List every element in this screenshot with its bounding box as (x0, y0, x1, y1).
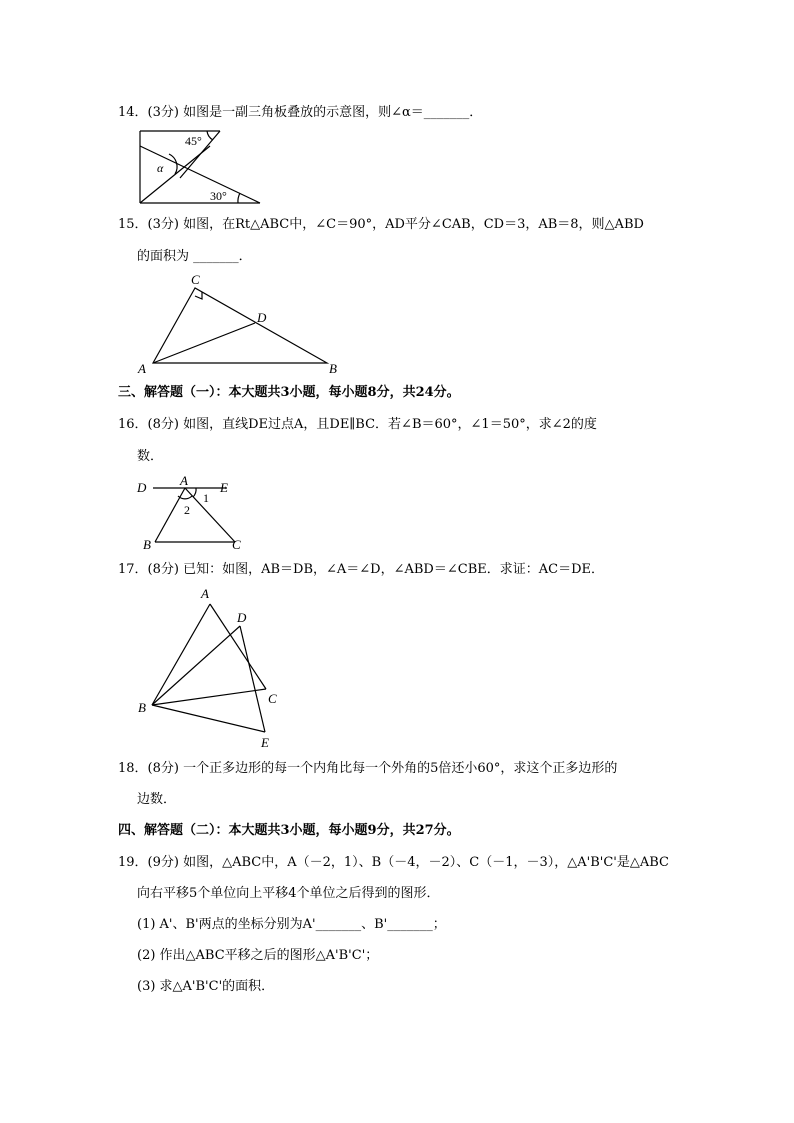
q14-figure (135, 128, 265, 206)
q15-line2: 的面积为 _______． (137, 249, 252, 264)
q16-label-B: B (143, 537, 151, 552)
q15-line1: 15．(3分) 如图，在Rt△ABC中，∠C＝90°，AD平分∠CAB，CD＝3，AB＝8，则△ABD (118, 217, 644, 232)
q18-line2: 边数． (137, 792, 177, 807)
q17-label-E: E (261, 735, 269, 750)
q16-label-2: 2 (184, 503, 190, 517)
q16-label-A: A (180, 473, 188, 488)
q16-figure (135, 472, 255, 552)
q19-line1: 19．(9分) 如图，△ABC中，A（－2，1）、B（－4，－2）、C（－1，－3），△A'B'C'是△ABC (118, 855, 669, 870)
q18-line1: 18．(8分) 一个正多边形的每一个内角比每一个外角的5倍还小60°，求这个正多边形的 (118, 761, 618, 776)
q14-label-alpha: α (157, 161, 164, 175)
q15-label-A: A (138, 361, 146, 376)
q15-label-C: C (191, 272, 200, 287)
q14-text: 14．(3分) 如图是一副三角板叠放的示意图，则∠α＝_______． (118, 105, 483, 120)
q17-text: 17．(8分) 已知：如图，AB＝DB，∠A＝∠D，∠ABD＝∠CBE．求证：AC＝DE． (118, 562, 604, 577)
q15-label-D: D (257, 310, 267, 325)
q14-label-45: 45° (185, 134, 202, 148)
section4-heading: 四、解答题（二）：本大题共3小题，每小题9分，共27分。 (118, 823, 460, 838)
q16-line2: 数． (137, 449, 164, 464)
q16-label-E: E (220, 480, 228, 495)
q14-label-30: 30° (210, 189, 227, 203)
q16-label-1: 1 (203, 491, 209, 505)
q16-label-D: D (137, 480, 147, 495)
q17-label-D: D (237, 610, 247, 625)
q17-figure (135, 584, 295, 754)
section3-heading: 三、解答题（一）：本大题共3小题，每小题8分，共24分。 (118, 385, 460, 400)
q15-label-B: B (329, 361, 337, 376)
q19-line2: 向右平移5个单位向上平移4个单位之后得到的图形． (137, 886, 440, 901)
q19-part3: (3) 求△A'B'C'的面积． (137, 979, 275, 994)
q17-label-A: A (201, 586, 209, 601)
q15-figure (135, 270, 345, 376)
q16-label-C: C (232, 537, 241, 552)
q17-label-B: B (138, 700, 146, 715)
q19-part2: (2) 作出△ABC平移之后的图形△A'B'C'； (137, 948, 379, 963)
q16-line1: 16．(8分) 如图，直线DE过点A，且DE∥BC．若∠B＝60°，∠1＝50°，求∠2的度 (118, 417, 597, 432)
q17-label-C: C (268, 691, 277, 706)
q19-part1: (1) A'、B'两点的坐标分别为A'_______、B'_______； (137, 917, 446, 932)
